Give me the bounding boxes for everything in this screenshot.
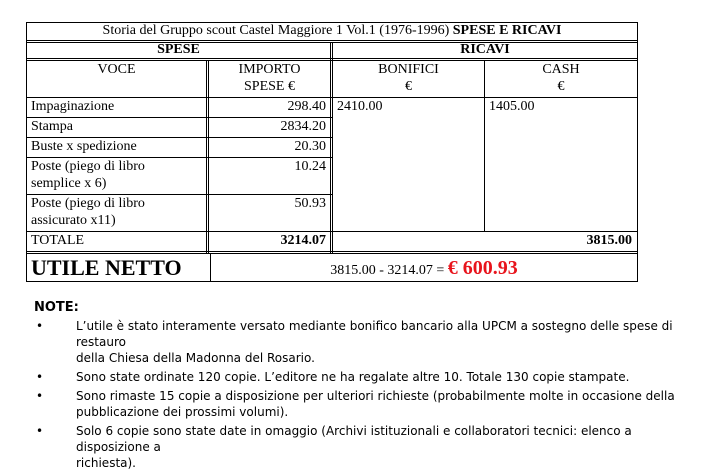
ricavi-bonifici-value: 2410.00: [337, 99, 383, 114]
row-importo-poste-semplice: 10.24: [294, 159, 326, 174]
note-item: [34, 369, 694, 385]
section-spese: SPESE: [157, 42, 200, 57]
note-line: richiesta).: [76, 456, 136, 470]
notes-section: [34, 300, 694, 474]
note-line: Sono rimaste 15 copie a disposizione per ulteriori richieste (probabilmente molte in occasione della: [76, 389, 675, 403]
row-voce-poste-semplice-cont: semplice x 6): [31, 176, 107, 191]
row-voce-buste: Buste x spedizione: [31, 139, 137, 154]
ricavi-cash-value: 1405.00: [489, 99, 535, 114]
row-voce-impaginazione: Impaginazione: [31, 99, 115, 114]
utile-netto-calc: [211, 255, 637, 284]
totale-spese: 3214.07: [280, 233, 326, 248]
row-voce-poste-semplice: Poste (piego di libro: [31, 159, 145, 174]
totale-ricavi: 3815.00: [586, 233, 632, 248]
bullet-icon: •: [36, 319, 44, 333]
utile-formula: 3815.00 - 3214.07 =: [330, 263, 448, 278]
col-header-bonifici-sub: €: [405, 79, 412, 94]
section-ricavi: RICAVI: [460, 42, 510, 57]
totale-label: TOTALE: [31, 233, 85, 248]
col-header-voce: VOCE: [97, 62, 136, 77]
row-voce-stampa: Stampa: [31, 119, 73, 134]
note-line: Solo 6 copie sono state date in omaggio (Archivi istituzionali e collaboratori tecnici: elenco a disposizione a: [76, 424, 632, 454]
bullet-icon: •: [36, 389, 44, 403]
col-header-cash-sub: €: [557, 79, 565, 94]
table-title: [27, 23, 637, 39]
col-header-importo: IMPORTO: [238, 62, 301, 77]
note-line: pubblicazione dei prossimi volumi).: [76, 405, 289, 419]
table-rule: [26, 194, 332, 195]
note-item: [34, 388, 694, 420]
row-importo-stampa: 2834.20: [280, 119, 326, 134]
bullet-icon: •: [36, 424, 44, 438]
table-rule: [26, 40, 638, 41]
row-importo-buste: 20.30: [294, 139, 326, 154]
row-voce-poste-assicurato-cont: assicurato x11): [31, 213, 116, 228]
utile-netto-label: UTILE NETTO: [31, 255, 182, 280]
utile-value: € 600.93: [447, 257, 518, 279]
table-col-divider: [206, 60, 207, 253]
table-border-left: [26, 22, 27, 282]
note-line: Sono state ordinate 120 copie. L’editore ne ha regalate altre 10. Totale 130 copie stampate.: [76, 370, 630, 384]
col-header-cash: CASH: [542, 62, 580, 77]
table-title-text: Storia del Gruppo scout Castel Maggiore 1 Vol.1 (1976-1996): [102, 23, 453, 38]
table-col-divider: [330, 60, 331, 253]
note-item: [34, 423, 694, 471]
table-rule: [26, 137, 332, 138]
table-rule: [26, 117, 332, 118]
note-line: L’utile è stato interamente versato mediante bonifico bancario alla UPCM a sostegno delle spese di restauro: [76, 319, 673, 349]
table-col-divider: [330, 42, 331, 60]
row-voce-poste-assicurato: Poste (piego di libro: [31, 196, 145, 211]
row-importo-impaginazione: 298.40: [287, 99, 326, 114]
bullet-icon: •: [36, 370, 44, 384]
table-title-bold: SPESE E RICAVI: [452, 23, 562, 38]
col-header-bonifici: BONIFICI: [378, 62, 439, 77]
row-importo-poste-assicurato: 50.93: [294, 196, 326, 211]
notes-title: NOTE:: [34, 300, 79, 315]
note-item: [34, 318, 694, 366]
table-rule: [26, 157, 332, 158]
table-rule: [26, 253, 638, 254]
note-line: della Chiesa della Madonna del Rosario.: [76, 351, 315, 365]
col-header-importo-sub: SPESE €: [244, 79, 295, 94]
table-border-right: [637, 22, 638, 282]
